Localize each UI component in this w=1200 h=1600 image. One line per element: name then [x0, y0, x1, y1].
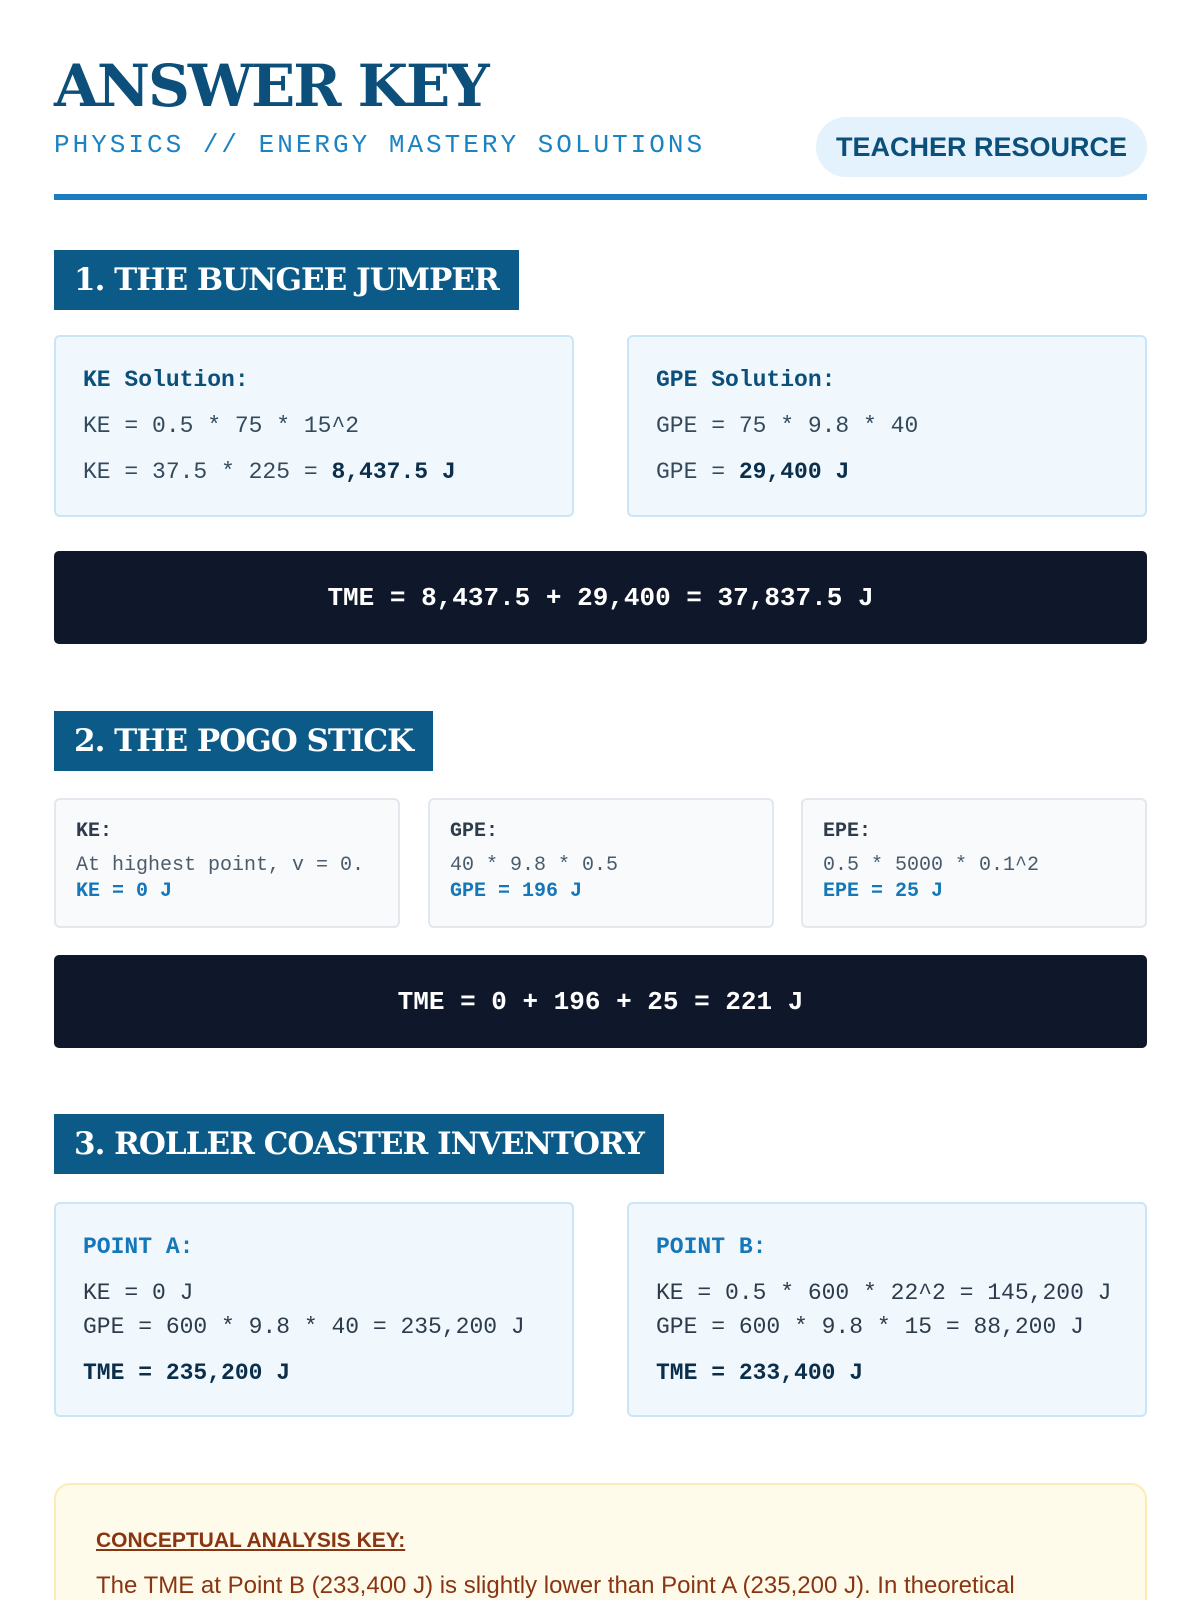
bungee-gpe-solution-box [627, 335, 1147, 517]
pogo-gpe-result: GPE = 196 J [450, 880, 583, 903]
page-title: ANSWER KEY [54, 52, 488, 120]
pogo-epe-line: 0.5 * 5000 * 0.1^2 [823, 854, 1040, 877]
pogo-total-energy: TME = 0 + 196 + 25 = 221 J [54, 955, 1147, 1048]
teacher-resource-badge: TEACHER RESOURCE [816, 117, 1147, 177]
conceptual-analysis-box [54, 1483, 1147, 1600]
pogo-gpe-heading: GPE: [450, 820, 499, 843]
header-divider [54, 194, 1147, 200]
point-b-heading: POINT B: [656, 1234, 767, 1260]
bungee-gpe-line-2-prefix: GPE = [656, 459, 739, 485]
pogo-ke-result: KE = 0 J [76, 880, 173, 903]
pogo-epe-result: EPE = 25 J [823, 880, 944, 903]
bungee-ke-line-1: KE = 0.5 * 75 * 15^2 [83, 413, 360, 439]
conceptual-analysis-text: The TME at Point B (233,400 J) is slightly lower than Point A (235,200 J). In theoretical [96, 1572, 1015, 1599]
bungee-gpe-line-1: GPE = 75 * 9.8 * 40 [656, 413, 919, 439]
page-subtitle: PHYSICS // ENERGY MASTERY SOLUTIONS [54, 130, 706, 160]
pogo-epe-box [801, 798, 1147, 928]
pogo-ke-line: At highest point, v = 0. [76, 854, 365, 877]
bungee-ke-heading: KE Solution: [83, 367, 249, 393]
point-a-heading: POINT A: [83, 1234, 194, 1260]
bungee-gpe-line-2 [656, 459, 849, 485]
point-a-box [54, 1202, 574, 1417]
section-2-title: 2. THE POGO STICK [54, 711, 433, 771]
bungee-ke-line-2-prefix: KE = 37.5 * 225 = [83, 459, 332, 485]
bungee-total-energy: TME = 8,437.5 + 29,400 = 37,837.5 J [54, 551, 1147, 644]
point-b-tme: TME = 233,400 J [656, 1360, 864, 1386]
bungee-gpe-heading: GPE Solution: [656, 367, 836, 393]
point-b-box [627, 1202, 1147, 1417]
bungee-ke-line-2 [83, 459, 456, 485]
point-b-ke: KE = 0.5 * 600 * 22^2 = 145,200 J [656, 1280, 1112, 1306]
pogo-epe-heading: EPE: [823, 820, 872, 843]
bungee-ke-solution-box [54, 335, 574, 517]
pogo-gpe-box [428, 798, 774, 928]
section-1-title: 1. THE BUNGEE JUMPER [54, 250, 519, 310]
conceptual-analysis-heading: CONCEPTUAL ANALYSIS KEY: [96, 1529, 406, 1552]
bungee-gpe-result: 29,400 J [738, 459, 850, 485]
point-a-tme: TME = 235,200 J [83, 1360, 291, 1386]
point-a-gpe: GPE = 600 * 9.8 * 40 = 235,200 J [83, 1314, 525, 1340]
pogo-ke-box [54, 798, 400, 928]
pogo-ke-heading: KE: [76, 820, 113, 843]
point-b-gpe: GPE = 600 * 9.8 * 15 = 88,200 J [656, 1314, 1084, 1340]
point-a-ke: KE = 0 J [83, 1280, 194, 1306]
pogo-gpe-line: 40 * 9.8 * 0.5 [450, 854, 619, 877]
section-3-title: 3. ROLLER COASTER INVENTORY [54, 1114, 664, 1174]
bungee-ke-result: 8,437.5 J [331, 459, 456, 485]
